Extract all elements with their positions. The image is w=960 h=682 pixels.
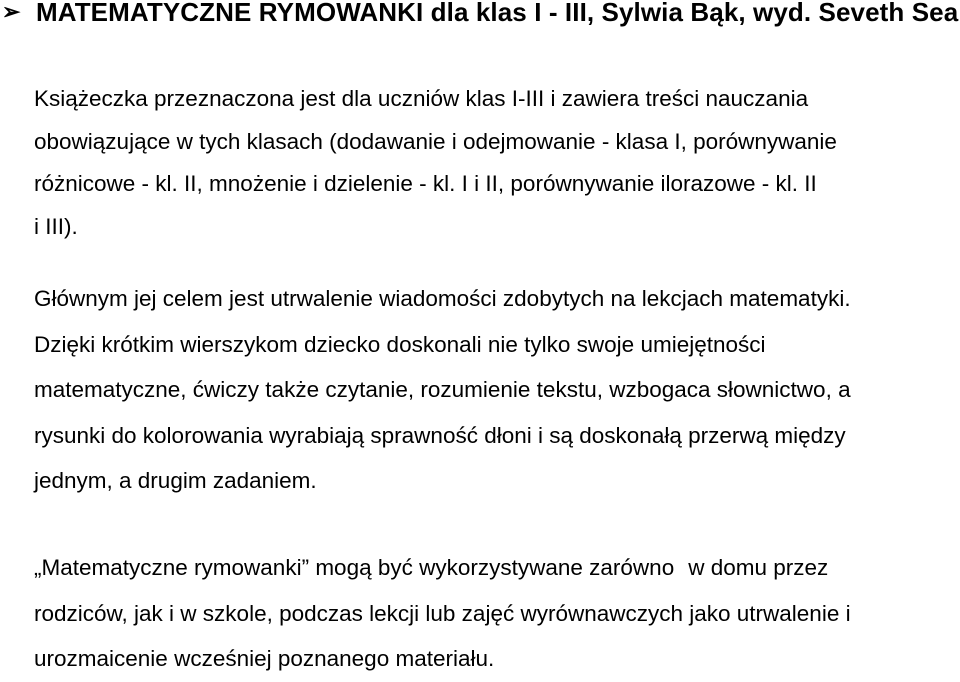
document-heading bbox=[0, 0, 960, 32]
text-line: i III). bbox=[34, 213, 78, 239]
text-line bbox=[34, 545, 958, 591]
text-line: Głównym jej celem jest utrwalenie wiadomości zdobytych na lekcjach matematyki. bbox=[34, 286, 851, 311]
arrow-bullet-icon: ➢ bbox=[2, 0, 21, 24]
text-segment: w domu przez bbox=[688, 555, 829, 580]
text-segment: „Matematyczne rymowanki” mogą być wykorzystywane zarówno bbox=[34, 555, 675, 580]
text-line: Dzięki krótkim wierszykom dziecko doskonali nie tylko swoje umiejętności bbox=[34, 331, 766, 357]
heading-text: MATEMATYCZNE RYMOWANKI dla klas I - III, Sylwia Bąk, wyd. Seveth Sea bbox=[36, 0, 959, 27]
paragraph-usage bbox=[34, 545, 958, 682]
text-line: Książeczka przeznaczona jest dla uczniów klas I-III i zawiera treści nauczania bbox=[34, 86, 809, 111]
paragraph-intro bbox=[34, 78, 958, 248]
paragraph-purpose bbox=[34, 276, 958, 504]
text-line: różnicowe - kl. II, mnożenie i dzielenie - kl. I i II, porównywanie ilorazowe - kl. II bbox=[34, 171, 817, 196]
text-line: obowiązujące w tych klasach (dodawanie i odejmowanie - klasa I, porównywanie bbox=[34, 128, 837, 154]
text-line: urozmaicenie wcześniej poznanego materiału. bbox=[34, 646, 495, 671]
text-line: rysunki do kolorowania wyrabiają sprawność dłoni i są doskonałą przerwą między bbox=[34, 422, 846, 448]
text-line: rodziców, jak i w szkole, podczas lekcji lub zajęć wyrównawczych jako utrwalenie i bbox=[34, 600, 851, 626]
text-line: jednym, a drugim zadaniem. bbox=[34, 468, 317, 493]
text-line: matematyczne, ćwiczy także czytanie, rozumienie tekstu, wzbogaca słownictwo, a bbox=[34, 377, 851, 402]
